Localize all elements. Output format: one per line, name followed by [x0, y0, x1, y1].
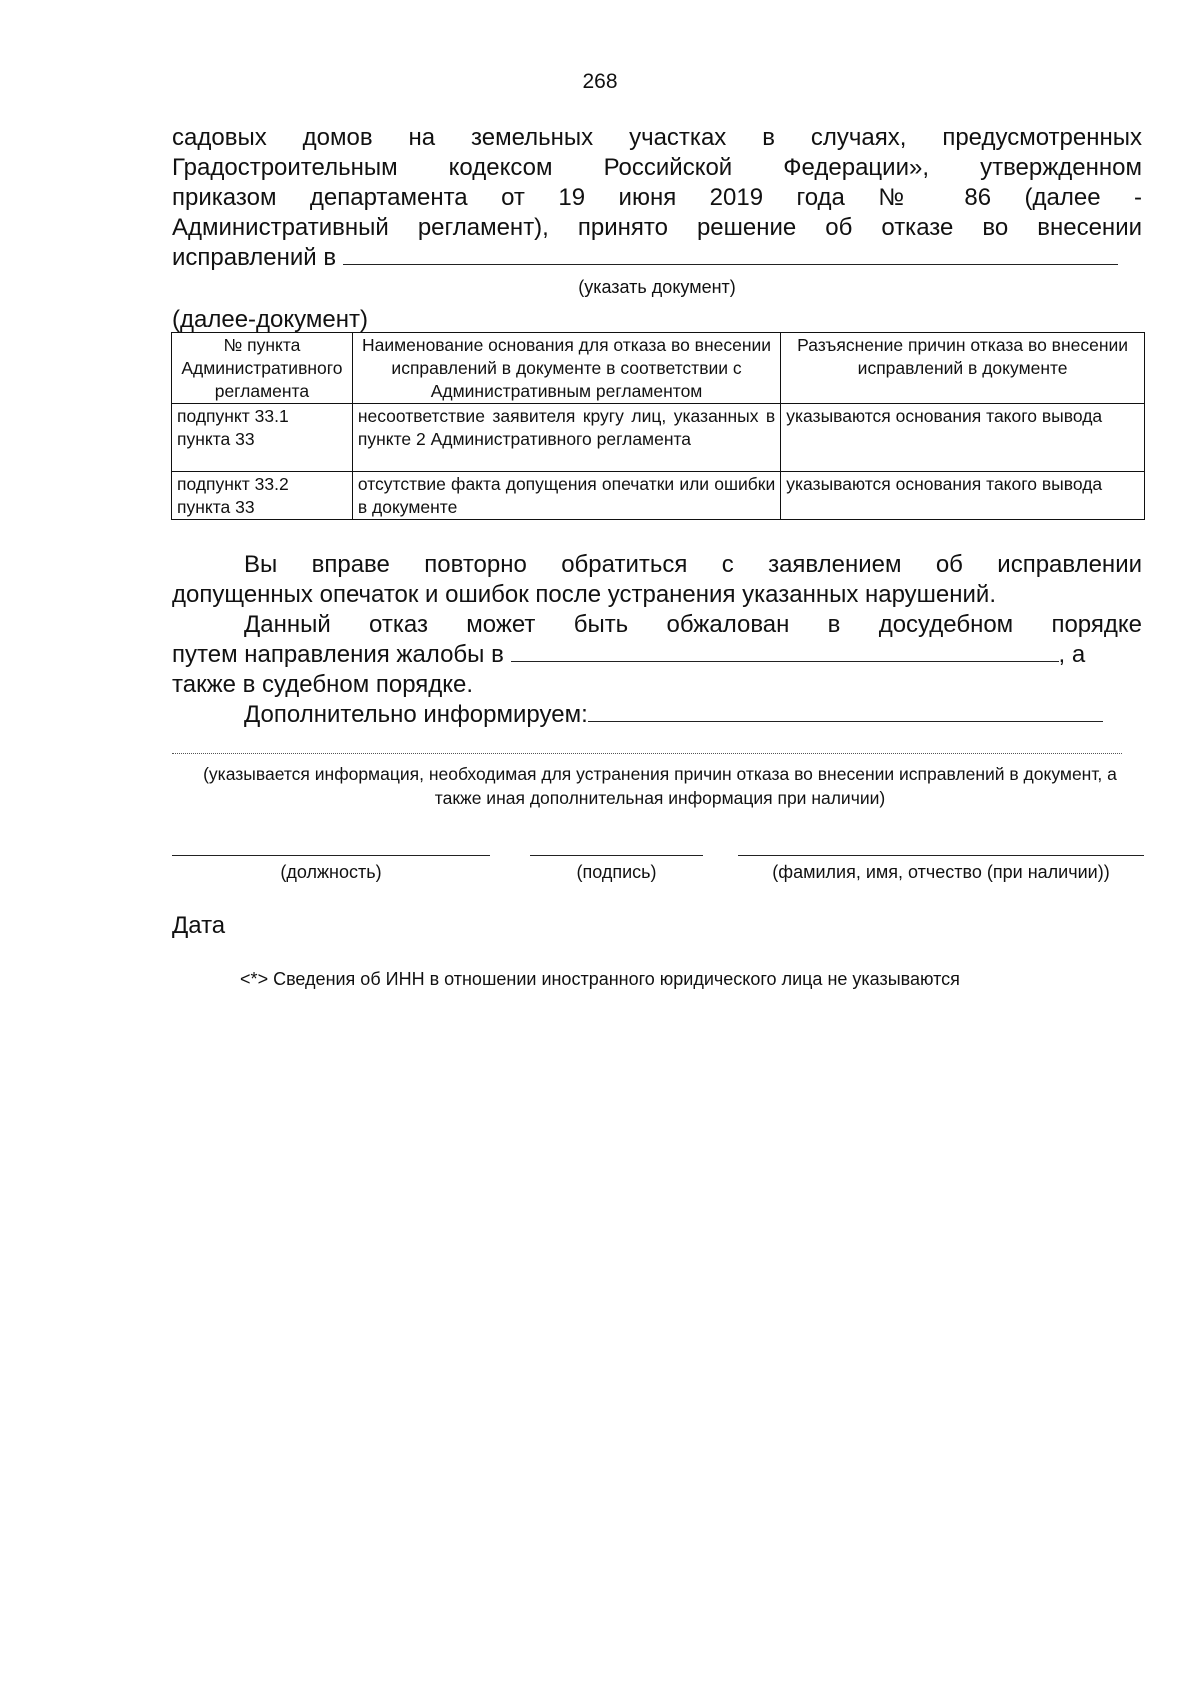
footnote: <*> Сведения об ИНН в отношении иностранного юридического лица не указываются — [240, 969, 960, 989]
complaint-recipient-field[interactable] — [511, 641, 1059, 662]
row-1-explanation: указываются основания такого вывода — [781, 404, 1145, 472]
row-2-explanation: указываются основания такого вывода — [781, 472, 1145, 520]
refusal-reasons-table — [171, 332, 1145, 520]
appeal-line-1: Данный отказ может быть обжалован в досудебном порядке — [244, 611, 1142, 638]
table-header-row — [172, 333, 1145, 404]
signature-field[interactable]: (подпись) — [530, 855, 703, 883]
row-2-reason: отсутствие факта допущения опечатки или ошибки в документе — [352, 472, 780, 520]
document-caption: (указать документ) — [578, 277, 736, 297]
page-number: 268 — [582, 70, 618, 93]
row-2-item: подпункт 33.2 пункта 33 — [172, 472, 353, 520]
document-label: (далее-документ) — [172, 306, 368, 333]
full-name-field[interactable]: (фамилия, имя, отчество (при наличии)) — [738, 855, 1144, 883]
repeat-line-1: Вы вправе повторно обратиться с заявлением об исправлении — [244, 551, 1142, 578]
date-label: Дата — [172, 912, 226, 939]
additional-info-dotted-line[interactable] — [172, 752, 1122, 754]
position-field[interactable]: (должность) — [172, 855, 490, 883]
appeal-line-end: , а — [1058, 641, 1086, 668]
appeal-line-2 — [172, 640, 1142, 670]
repeat-line-2: допущенных опечаток и ошибок после устранения указанных нарушений. — [172, 581, 997, 608]
signature-block — [172, 855, 1144, 925]
intro-line-3: приказом департамента от 19 июня 2019 года № 86 (далее - — [172, 184, 1142, 211]
row-1-item: подпункт 33.1 пункта 33 — [172, 404, 353, 472]
table-row — [172, 404, 1145, 472]
row-1-reason: несоответствие заявителя кругу лиц, указанных в пункте 2 Административного регламента — [352, 404, 780, 472]
closing-paragraphs — [172, 550, 1142, 730]
corrections-in-label: исправлений в — [172, 244, 337, 271]
intro-line-5 — [172, 243, 1142, 273]
table-row — [172, 472, 1145, 520]
header-reason-name: Наименование основания для отказа во внесении исправлений в документе в соответствии с Административным регламентом — [352, 333, 780, 404]
header-explanation: Разъяснение причин отказа во внесении исправлений в документе — [781, 333, 1145, 404]
header-item-number: № пункта Административного регламента — [172, 333, 353, 404]
document-blank-field[interactable] — [343, 244, 1118, 265]
appeal-complaint-label: путем направления жалобы в — [172, 641, 504, 668]
intro-line-1: садовых домов на земельных участках в случаях, предусмотренных — [172, 124, 1142, 151]
additional-info-label: Дополнительно информируем: — [244, 701, 588, 728]
additional-info-line — [172, 700, 1142, 730]
intro-line-2: Градостроительным кодексом Российской Федерации», утвержденном — [172, 154, 1142, 181]
additional-info-field[interactable] — [588, 701, 1103, 722]
info-caption: (указывается информация, необходимая для устранения причин отказа во внесении исправлений в документ, а также иная дополнительная информация при наличии) — [203, 764, 1117, 808]
intro-line-4: Административный регламент), принято решение об отказе во внесении — [172, 214, 1142, 241]
appeal-line-3: также в судебном порядке. — [172, 671, 474, 698]
intro-paragraph — [172, 123, 1142, 273]
